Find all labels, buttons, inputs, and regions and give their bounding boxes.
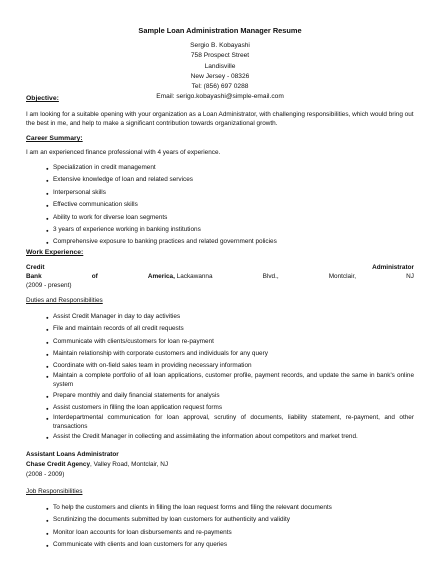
objective-heading: Objective: — [26, 95, 59, 102]
job2-dates: (2008 - 2009) — [26, 471, 65, 478]
list-item — [50, 174, 414, 186]
contact-street: 758 Prospect Street — [190, 52, 250, 60]
list-item — [50, 212, 414, 224]
job1-dates: (2009 - present) — [26, 282, 72, 289]
list-item — [50, 224, 414, 236]
list-item-text: Coordinate with on-field sales team in providing necessary information — [53, 362, 252, 370]
career-list — [50, 162, 414, 249]
list-item-text: Monitor loan accounts for loan disbursements and re-payments — [53, 528, 232, 536]
list-item-text: 3 years of experience working in banking institutions — [53, 226, 201, 234]
job2-title: Assistant Loans Administrator — [26, 451, 119, 458]
list-item-text: Interpersonal skills — [53, 188, 106, 196]
contact-city: Landisville — [204, 62, 236, 70]
list-item-text: Specialization in credit management — [53, 164, 156, 171]
list-item-text: Assist customers in filling the loan application request forms — [53, 403, 223, 411]
list-item — [50, 431, 414, 443]
job1-title-left: Credit — [26, 264, 45, 271]
job1-title-row — [26, 264, 414, 272]
list-item-text: To help the customers and clients in filling the loan request forms and filing the relevant documents — [53, 504, 332, 511]
list-item — [50, 348, 414, 360]
list-item-text: Ability to work for diverse loan segments — [53, 213, 168, 221]
job1-duties-list — [50, 311, 414, 444]
list-item-text: Maintain relationship with corporate customers and individuals for any query — [53, 349, 268, 357]
job1-address-street: Lackawanna — [176, 273, 213, 280]
list-item — [50, 502, 414, 514]
list-item — [50, 311, 414, 323]
list-item-text: Communicate with clients and loan customers for any queries — [53, 540, 228, 548]
list-item-text: Effective communication skills — [53, 201, 138, 209]
career-intro: I am an experienced finance professional with 4 years of experience. — [26, 149, 221, 156]
contact-name: Sergio B. Kobayashi — [190, 42, 250, 49]
job2-address: , Valley Road, Montclair, NJ — [90, 461, 169, 468]
list-item-text: Assist Credit Manager in day to day activities — [53, 313, 181, 320]
job2-duties-list — [50, 502, 414, 551]
list-item-text: Maintain a complete portfolio of all loan applications, customer profile, payment records, and update the same in bank's online system — [53, 372, 414, 389]
list-item-text: Prepare monthly and daily financial statements for analysis — [53, 391, 220, 399]
list-item-text: Assist the Credit Manager in collecting and assimilating the information about competitors and market trend. — [53, 433, 358, 441]
list-item — [50, 199, 414, 211]
list-item — [50, 336, 414, 348]
list-item — [50, 360, 414, 372]
list-item — [50, 323, 414, 335]
resume-title: Sample Loan Administration Manager Resume — [138, 26, 302, 35]
job1-company-word-1: Bank — [26, 273, 42, 280]
list-item-text: File and maintain records of all credit requests — [53, 325, 184, 333]
job1-address-state: NJ — [406, 273, 414, 280]
job1-address-city: Montclair, — [328, 273, 357, 280]
job2-company: Chase Credit Agency — [26, 461, 91, 468]
list-item — [50, 372, 414, 389]
list-item — [50, 402, 414, 414]
list-item — [50, 514, 414, 526]
list-item-text: Communicate with clients/customers for loan re-payment — [53, 337, 214, 345]
job2-duties-heading: Job Responsibilities — [26, 488, 83, 495]
list-item — [50, 236, 414, 248]
objective-text: I am looking for a suitable opening with your organization as a Loan Administrator, with challenging responsibilities, which would bring out the best in me, and help to make a significant contribution towards organizational growth. — [26, 111, 414, 128]
contact-state: New Jersey - 08326 — [190, 72, 250, 80]
job1-duties-heading: Duties and Responsibilities — [26, 297, 103, 304]
job1-company-word-2: of — [91, 273, 98, 280]
job2-company-row — [26, 461, 414, 469]
job1-title-right: Administrator — [372, 264, 414, 271]
job1-company-name — [148, 273, 213, 281]
list-item-text: Interdepartmental communication for loan approval, scrutiny of documents, liability statement, re-payment, and other transactions — [53, 414, 414, 430]
job1-company-row — [26, 273, 414, 281]
list-item — [50, 539, 414, 551]
contact-block — [0, 41, 440, 103]
list-item — [50, 162, 414, 174]
job1-address-blvd: Blvd., — [262, 273, 279, 280]
contact-email: Email: serigo.kobayashi@simple-email.com — [156, 93, 284, 101]
list-item — [50, 187, 414, 199]
contact-tel: Tel: (856) 697 0288 — [191, 83, 249, 91]
list-item-text: Scrutinizing the documents submitted by loan customers for authenticity and validity — [53, 516, 290, 524]
work-heading: Work Experience: — [26, 249, 84, 256]
list-item — [50, 527, 414, 539]
list-item-text: Comprehensive exposure to banking practices and related government policies — [53, 238, 277, 246]
list-item — [50, 390, 414, 402]
job1-company-word-3: America, — [147, 273, 175, 280]
list-item — [50, 414, 414, 431]
list-item-text: Extensive knowledge of loan and related services — [53, 176, 193, 184]
career-heading: Career Summary: — [26, 135, 83, 142]
